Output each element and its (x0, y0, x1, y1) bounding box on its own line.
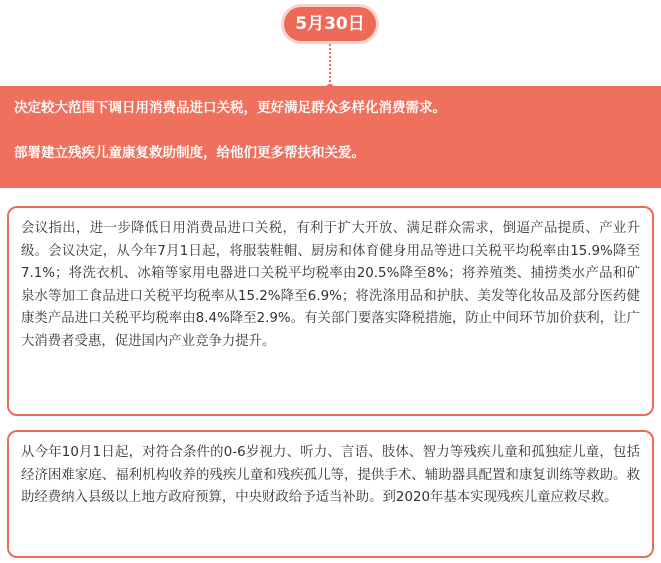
tariff-details-card (7, 206, 654, 416)
summary-banner (0, 86, 661, 188)
summary-line-tariff: 决定较大范围下调日用消费品进口关税，更好满足群众多样化消费需求。 (14, 100, 446, 116)
connector-line (329, 44, 331, 86)
tariff-details-text: 会议指出，进一步降低日用消费品进口关税，有利于扩大开放、满足群众需求，倒逼产品提质、产业升级。会议决定，从今年7月1日起，将服装鞋帽、厨房和体育健身用品等进口关税平均税率由15.9%降至7.1%；将洗衣机、冰箱等家用电器进口关税平均税率由20.5%降至8%；将养殖类、捕捞类水产品和矿泉水等加工食品进口关税平均税率从15.2%降至6.9%；将洗涤用品和护肤、美发等化妆品及部分医药健康类产品进口关税平均税率由8.4%降至2.9%。有关部门要落实降税措施，防止中间环节加价获利，让广大消费者受惠，促进国内产业竞争力提升。 (21, 221, 640, 349)
summary-line-rehab: 部署建立残疾儿童康复救助制度，给他们更多帮扶和关爱。 (14, 145, 365, 161)
rehab-details-card (7, 430, 654, 558)
date-badge: 5月30日 (284, 7, 376, 41)
rehab-details-text: 从今年10月1日起，对符合条件的0-6岁视力、听力、言语、肢体、智力等残疾儿童和孤独症儿童，包括经济困难家庭、福利机构收养的残疾儿童和残疾孤儿等，提供手术、辅助器具配置和康复训练等救助。救助经费纳入县级以上地方政府预算，中央财政给予适当补助。到2020年基本实现残疾儿童应救尽救。 (21, 445, 640, 505)
